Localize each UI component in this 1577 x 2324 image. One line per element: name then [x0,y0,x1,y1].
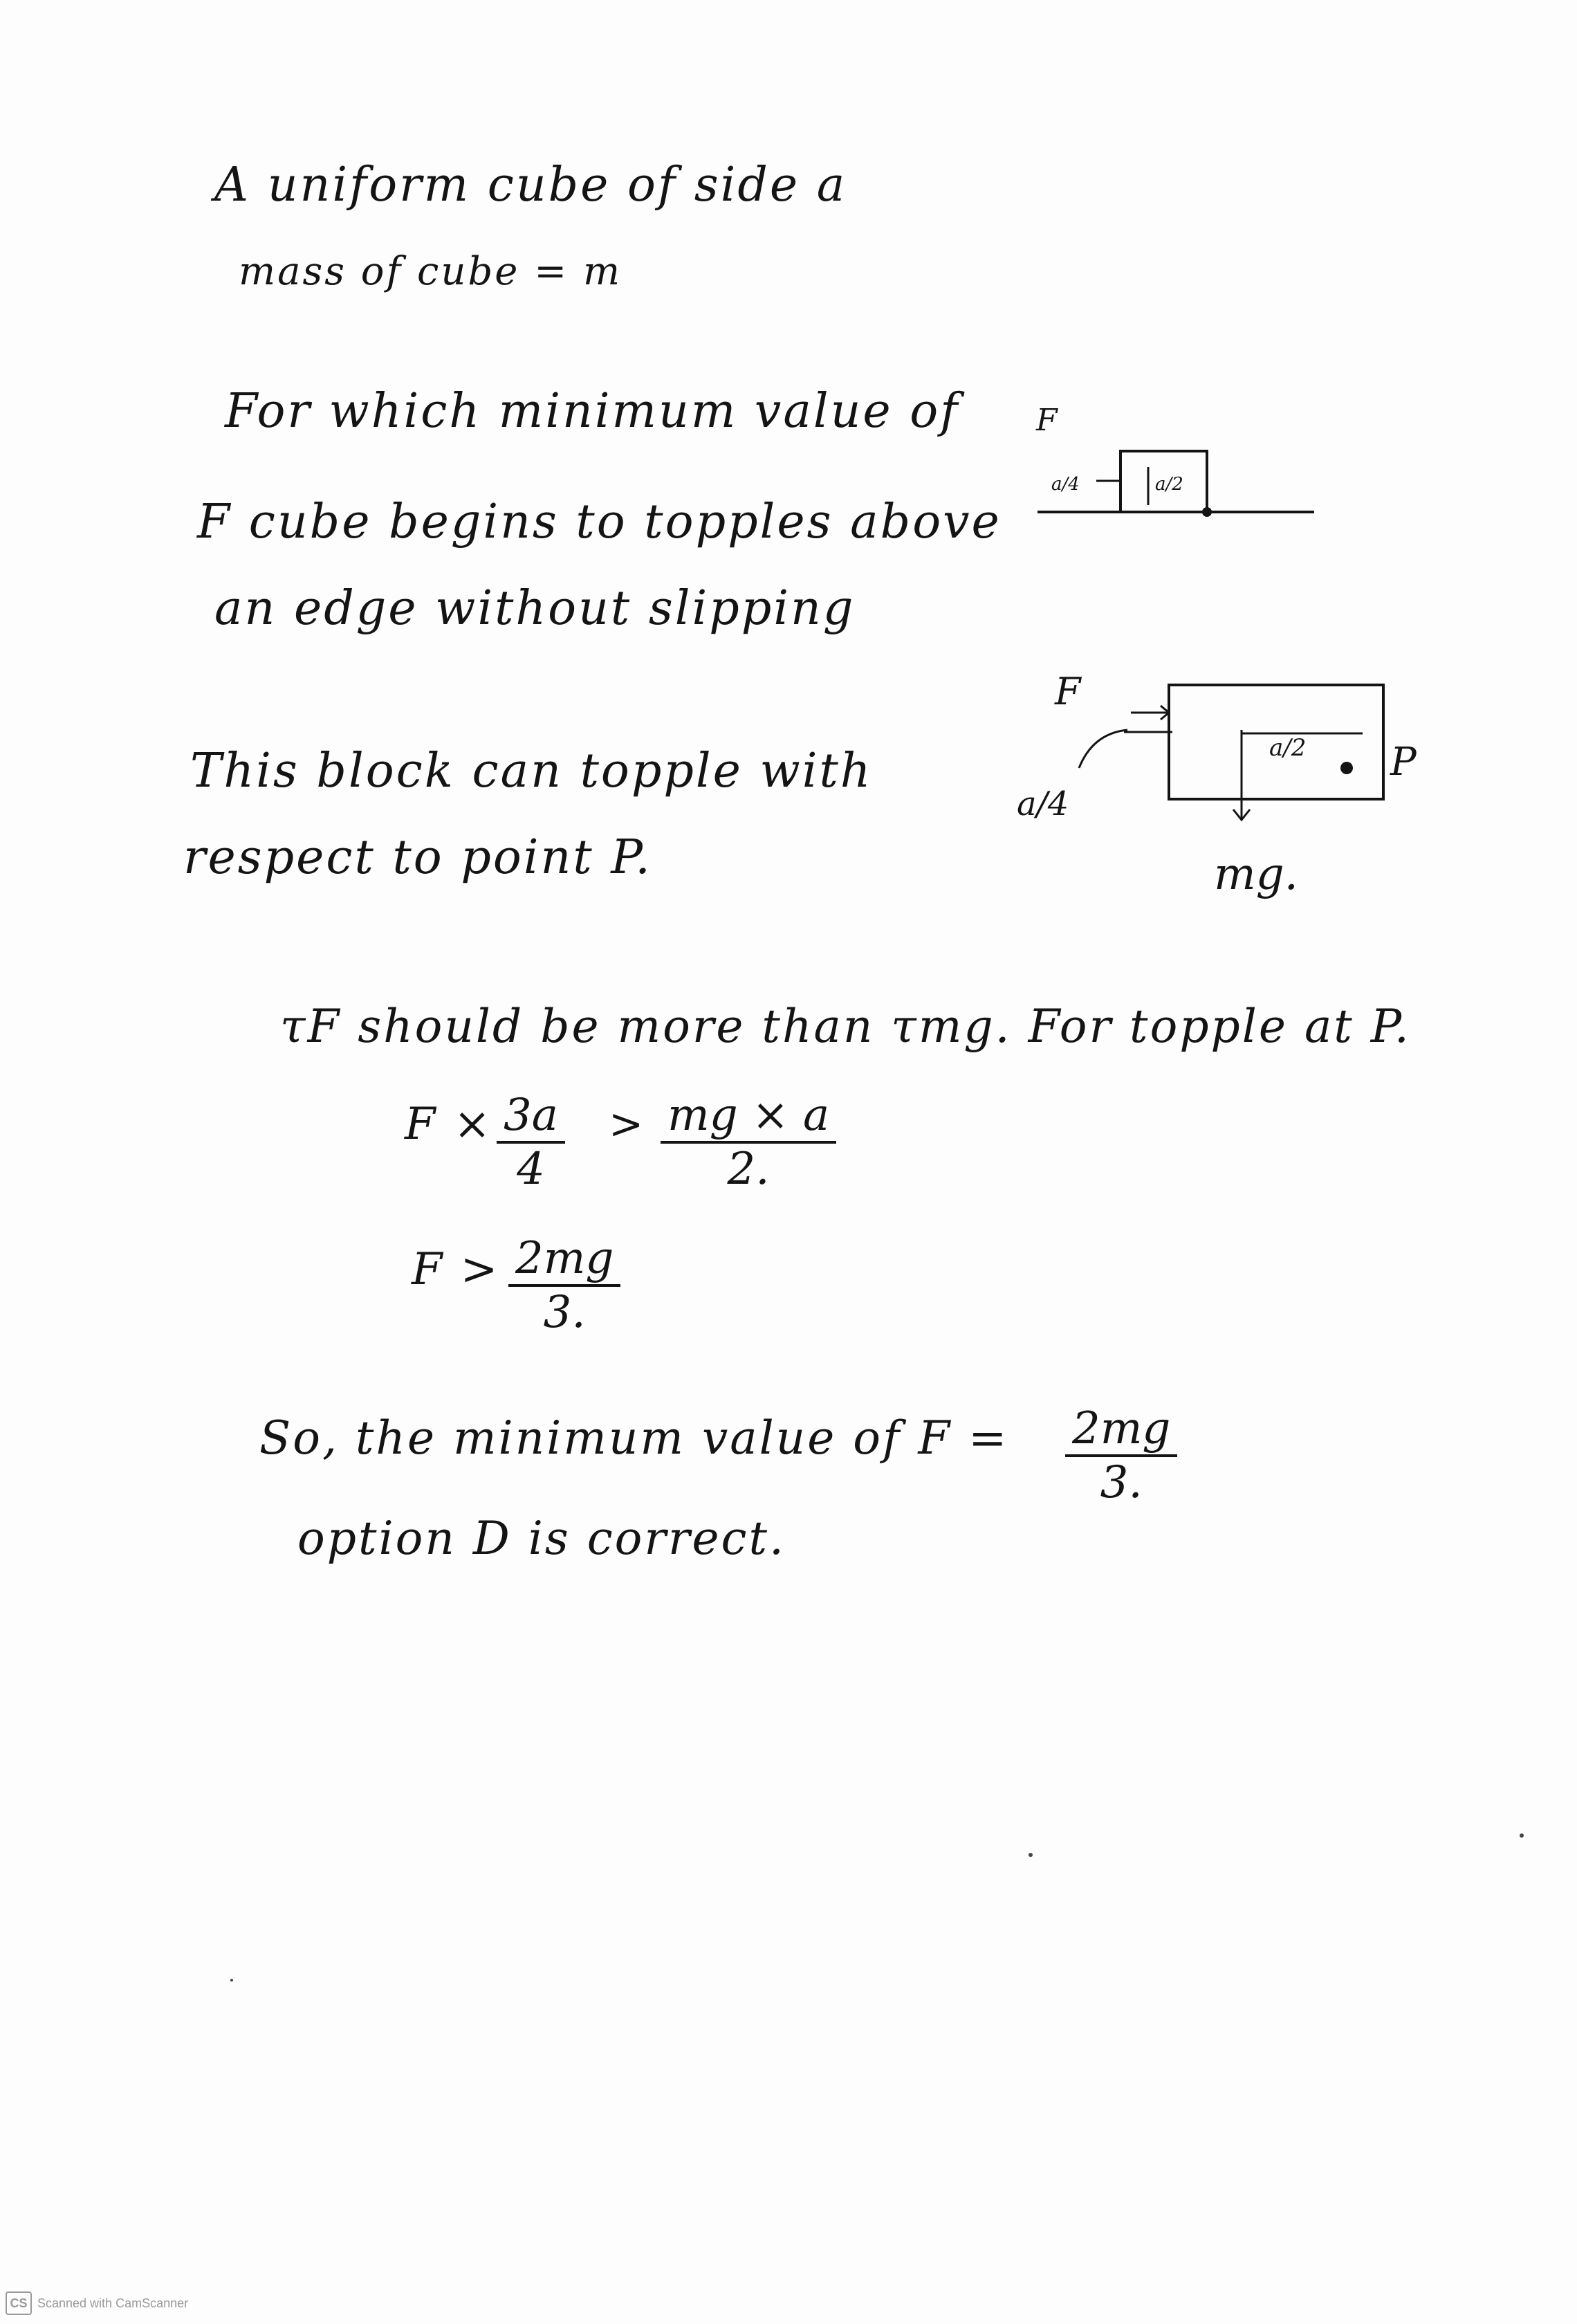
ineq1-prefix: F × [405,1099,493,1150]
force-label: F [1055,670,1081,713]
problem-line-2: mass of cube = m [239,249,622,294]
scan-speck [230,1979,233,1982]
conclusion-line-1: So, the minimum value of F = [259,1411,1009,1465]
conclusion-den: 3. [1100,1457,1143,1508]
conclusion-fraction [1065,1403,1177,1508]
explanation-line-2: respect to point P. [183,830,652,885]
conclusion-line-2: option D is correct. [297,1512,786,1565]
half-height-label: a/2 [1155,474,1183,495]
ineq1-lhs-den: 4 [517,1144,545,1195]
ineq1-rhs-den: 2. [727,1144,770,1195]
problem-line-1: A uniform cube of side a [214,158,847,212]
ineq1-lhs-fraction [497,1090,565,1195]
conclusion-num: 2mg [1065,1403,1177,1457]
ineq2-den: 3. [543,1287,586,1338]
force-label: F [1036,408,1058,438]
camscanner-text: Scanned with CamScanner [37,2296,189,2310]
question-line-1: For which minimum value of [225,384,960,439]
scan-speck [1520,1833,1524,1838]
half-width-label: a/2 [1269,734,1307,762]
cube-diagram-2 [1003,664,1432,927]
height-label: a/4 [1017,785,1069,823]
camscanner-watermark [6,2291,188,2315]
ineq1-rhs-fraction [661,1090,836,1195]
question-line-3: an edge without slipping [214,581,856,636]
rotation-arrow [1079,730,1127,768]
ineq1-operator: > [609,1100,646,1149]
ineq2-prefix: F > [412,1244,500,1295]
weight-label: mg. [1214,849,1298,900]
point-p-label: P [1390,740,1417,785]
cube-diagram-1 [1031,408,1321,533]
ineq1-rhs-num: mg × a [661,1090,836,1144]
pivot-point [1340,762,1353,774]
question-line-2: F cube begins to topples above [197,495,1002,549]
quarter-height-label: a/4 [1051,474,1080,495]
pivot-point [1202,507,1212,517]
ineq2-num: 2mg [508,1233,620,1287]
scan-speck [1029,1853,1033,1857]
ineq1-lhs-num: 3a [497,1090,565,1144]
camscanner-logo: CS [6,2291,32,2315]
torque-statement: τF should be more than τmg. For topple at P. [280,1000,1411,1053]
ineq2-fraction [508,1233,620,1338]
explanation-line-1: This block can topple with [190,744,873,798]
